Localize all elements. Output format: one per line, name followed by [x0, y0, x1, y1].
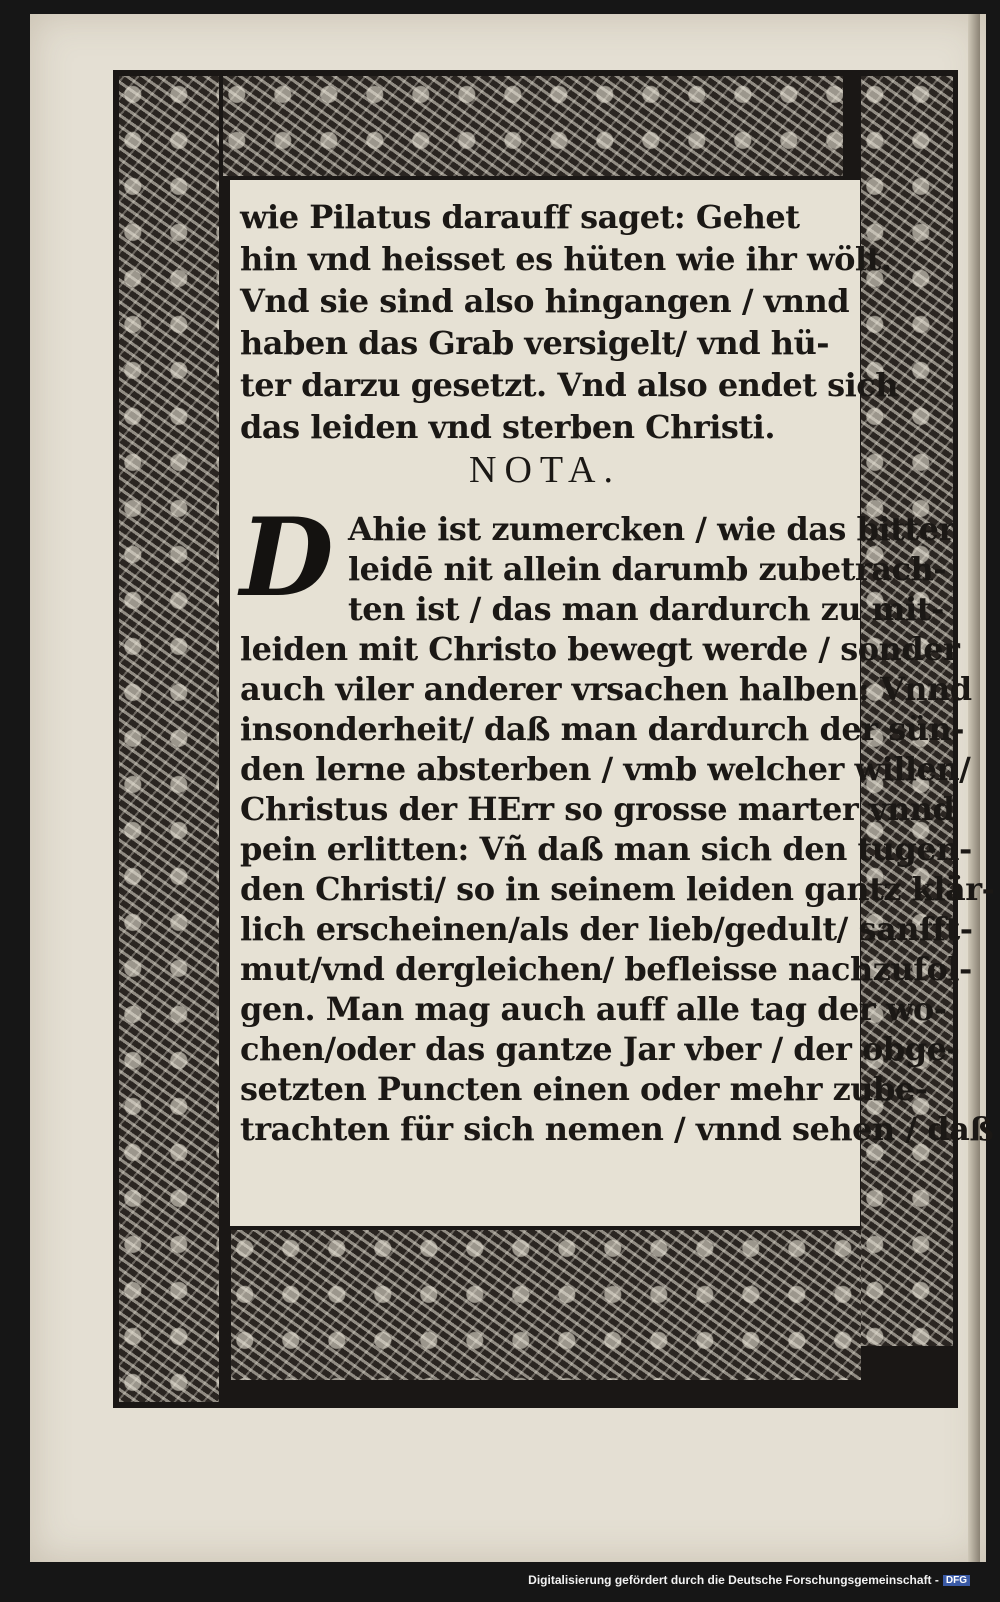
text-line: chen/oder das gantze Jar vber / der obge- — [240, 1030, 960, 1068]
text-line: den lerne absterben / vmb welcher willen/ — [240, 750, 971, 788]
text-line: den Christi/ so in seinem leiden gantz klär- — [240, 870, 995, 908]
ornament-bottom — [231, 1230, 861, 1380]
text-line: Vnd sie sind also hingangen / vnnd — [240, 282, 850, 320]
text-line: trachten für sich nemen / vnnd sehen / daß — [240, 1110, 994, 1148]
text-line: pein erlitten: Vñ daß man sich den tugen- — [240, 830, 972, 868]
section-heading: NOTA. — [469, 449, 621, 491]
text-line: Ahie ist zumercken / wie das bitter — [348, 510, 955, 548]
text-line: das leiden vnd sterben Christi. — [240, 408, 775, 446]
drop-cap-initial: D — [240, 495, 334, 621]
credit-text: Digitalisierung gefördert durch die Deutsche Forschungsgemeinschaft - — [528, 1573, 939, 1587]
page-edge — [968, 14, 980, 1562]
text-line: insonderheit/ daß man dardurch der sün- — [240, 710, 965, 748]
text-line: gen. Man mag auch auff alle tag der wo- — [240, 990, 947, 1028]
text-line: auch viler anderer vrsachen halben: Vnnd — [240, 670, 972, 708]
woodcut-border-frame — [113, 70, 995, 1408]
text-line: wie Pilatus darauff saget: Gehet — [240, 198, 800, 236]
book-page — [30, 14, 995, 1562]
text-line: leiden mit Christo bewegt werde / sonder — [240, 630, 960, 668]
ornament-left — [119, 76, 219, 1402]
text-line: ten ist / das man dardurch zu mit- — [348, 590, 944, 628]
text-line: haben das Grab versigelt/ vnd hü- — [240, 324, 830, 362]
text-line: lich erscheinen/als der lieb/gedult/ sanfft- — [240, 910, 973, 948]
text-line: hin vnd heisset es hüten wie ihr wölt. — [240, 240, 892, 278]
text-line: setzten Puncten einen oder mehr zube- — [240, 1070, 928, 1108]
text-line: Christus der HErr so grosse marter vnnd — [240, 790, 955, 828]
text-line: ter darzu gesetzt. Vnd also endet sich — [240, 366, 899, 404]
text-block — [230, 180, 995, 1226]
text-line: leidē nit allein darumb zubetrach- — [348, 550, 947, 588]
text-line: mut/vnd dergleichen/ befleisse nachzufol- — [240, 950, 972, 988]
ornament-top — [223, 76, 843, 176]
dfg-logo-icon: DFG — [943, 1575, 970, 1586]
digitization-credit — [528, 1573, 970, 1587]
